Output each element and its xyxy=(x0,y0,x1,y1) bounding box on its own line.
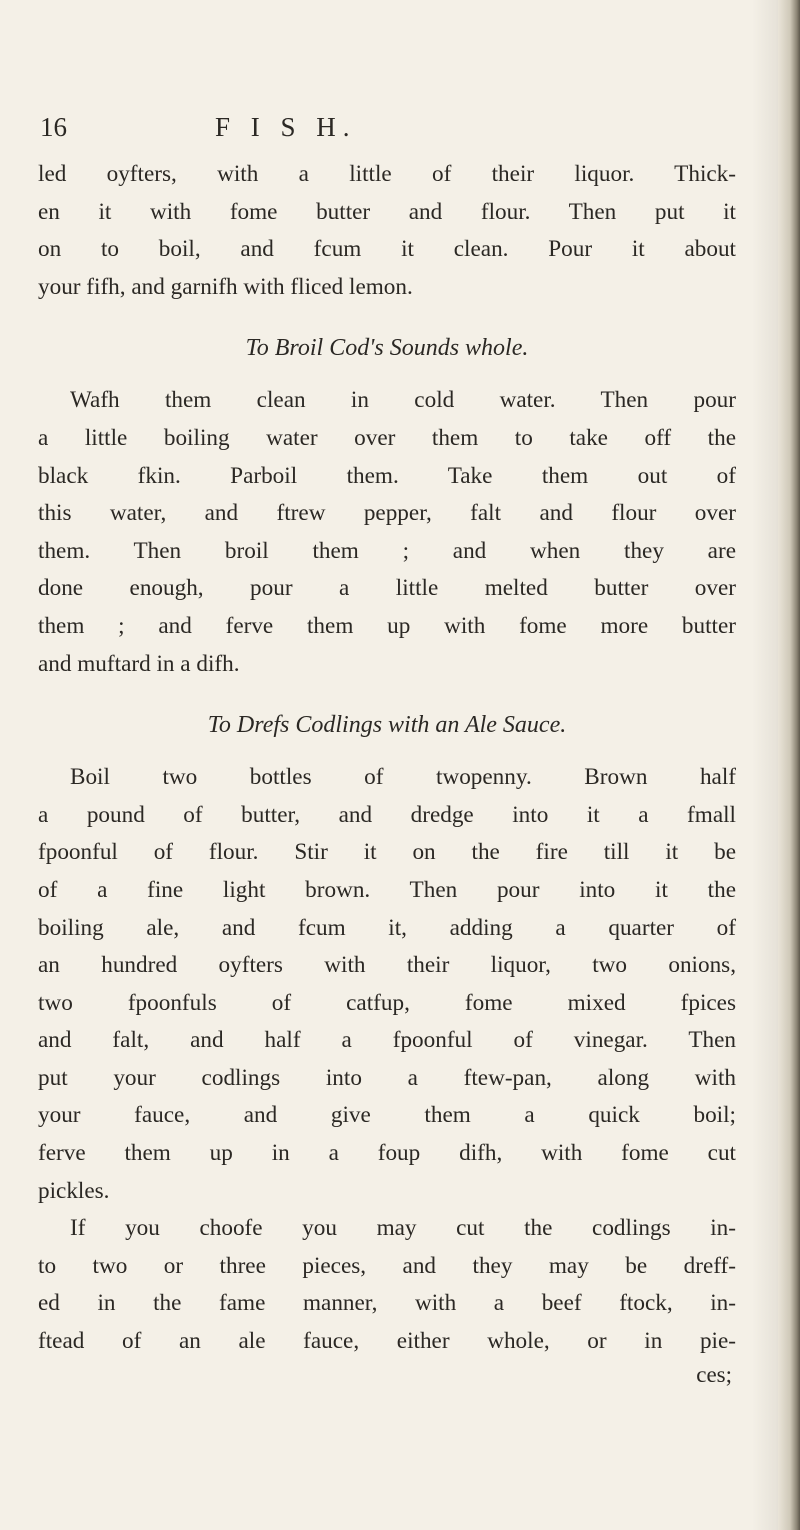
text-line: If you choofe you may cut the codlings in- xyxy=(70,1215,736,1242)
text-line: an hundred oyfters with their liquor, two onions, xyxy=(38,952,736,979)
text-line: boiling ale, and fcum it, adding a quarter of xyxy=(38,914,736,941)
text-line: fpoonful of flour. Stir it on the fire till it be xyxy=(38,839,736,866)
text-line: two fpoonfuls of catfup, fome mixed fpices xyxy=(38,989,736,1016)
page-number: 16 xyxy=(40,112,67,142)
text-line: ftead of an ale fauce, either whole, or in pie- xyxy=(38,1328,736,1355)
intro-paragraph xyxy=(38,156,736,306)
text-line: led oyfters, with a little of their liquor. Thick- xyxy=(38,161,736,187)
page-binding-edge xyxy=(778,0,800,1530)
text-line: ed in the fame manner, with a beef ftock, in- xyxy=(38,1290,736,1317)
text-line: done enough, pour a little melted butter over xyxy=(38,575,736,602)
recipe-heading-broil-cods-sounds: To Broil Cod's Sounds whole. xyxy=(245,335,529,362)
recipe-paragraph-dress-codlings xyxy=(38,759,736,1210)
recipe-paragraph-broil-cods-sounds xyxy=(38,382,736,683)
running-head: F I S H. xyxy=(215,112,357,142)
text-line: on to boil, and fcum it clean. Pour it about xyxy=(38,236,736,263)
recipe-heading-dress-codlings: To Drefs Codlings with an Ale Sauce. xyxy=(207,712,567,739)
text-line: en it with fome butter and flour. Then put it xyxy=(38,198,736,225)
text-line: to two or three pieces, and they may be dreff- xyxy=(38,1252,736,1279)
text-line: them. Then broil them ; and when they are xyxy=(38,537,736,564)
text-line: them ; and ferve them up with fome more butter xyxy=(38,612,736,639)
text-line: Wafh them clean in cold water. Then pour xyxy=(70,387,736,414)
text-line: put your codlings into a ftew-pan, along with xyxy=(38,1064,736,1091)
catchword: ces; xyxy=(696,1361,732,1387)
text-line: your fifh, and garnifh with fliced lemon. xyxy=(38,273,413,300)
text-line: a little boiling water over them to take off the xyxy=(38,424,736,451)
text-line: black fkin. Parboil them. Take them out of xyxy=(38,462,736,489)
text-line: this water, and ftrew pepper, falt and flour over xyxy=(38,500,736,527)
body-text xyxy=(38,156,736,1389)
text-line: Boil two bottles of twopenny. Brown half xyxy=(70,764,736,791)
text-line: ferve them up in a foup difh, with fome cut xyxy=(38,1140,736,1167)
recipe-paragraph-codlings-pieces xyxy=(38,1210,736,1360)
text-line: your fauce, and give them a quick boil; xyxy=(38,1102,736,1129)
text-line: pickles. xyxy=(38,1177,110,1204)
text-line: a pound of butter, and dredge into it a fmall xyxy=(38,801,736,828)
page-header xyxy=(40,112,740,152)
text-line: and muftard in a difh. xyxy=(38,650,240,677)
text-line: of a fine light brown. Then pour into it the xyxy=(38,876,736,903)
text-line: and falt, and half a fpoonful of vinegar. Then xyxy=(38,1027,736,1054)
